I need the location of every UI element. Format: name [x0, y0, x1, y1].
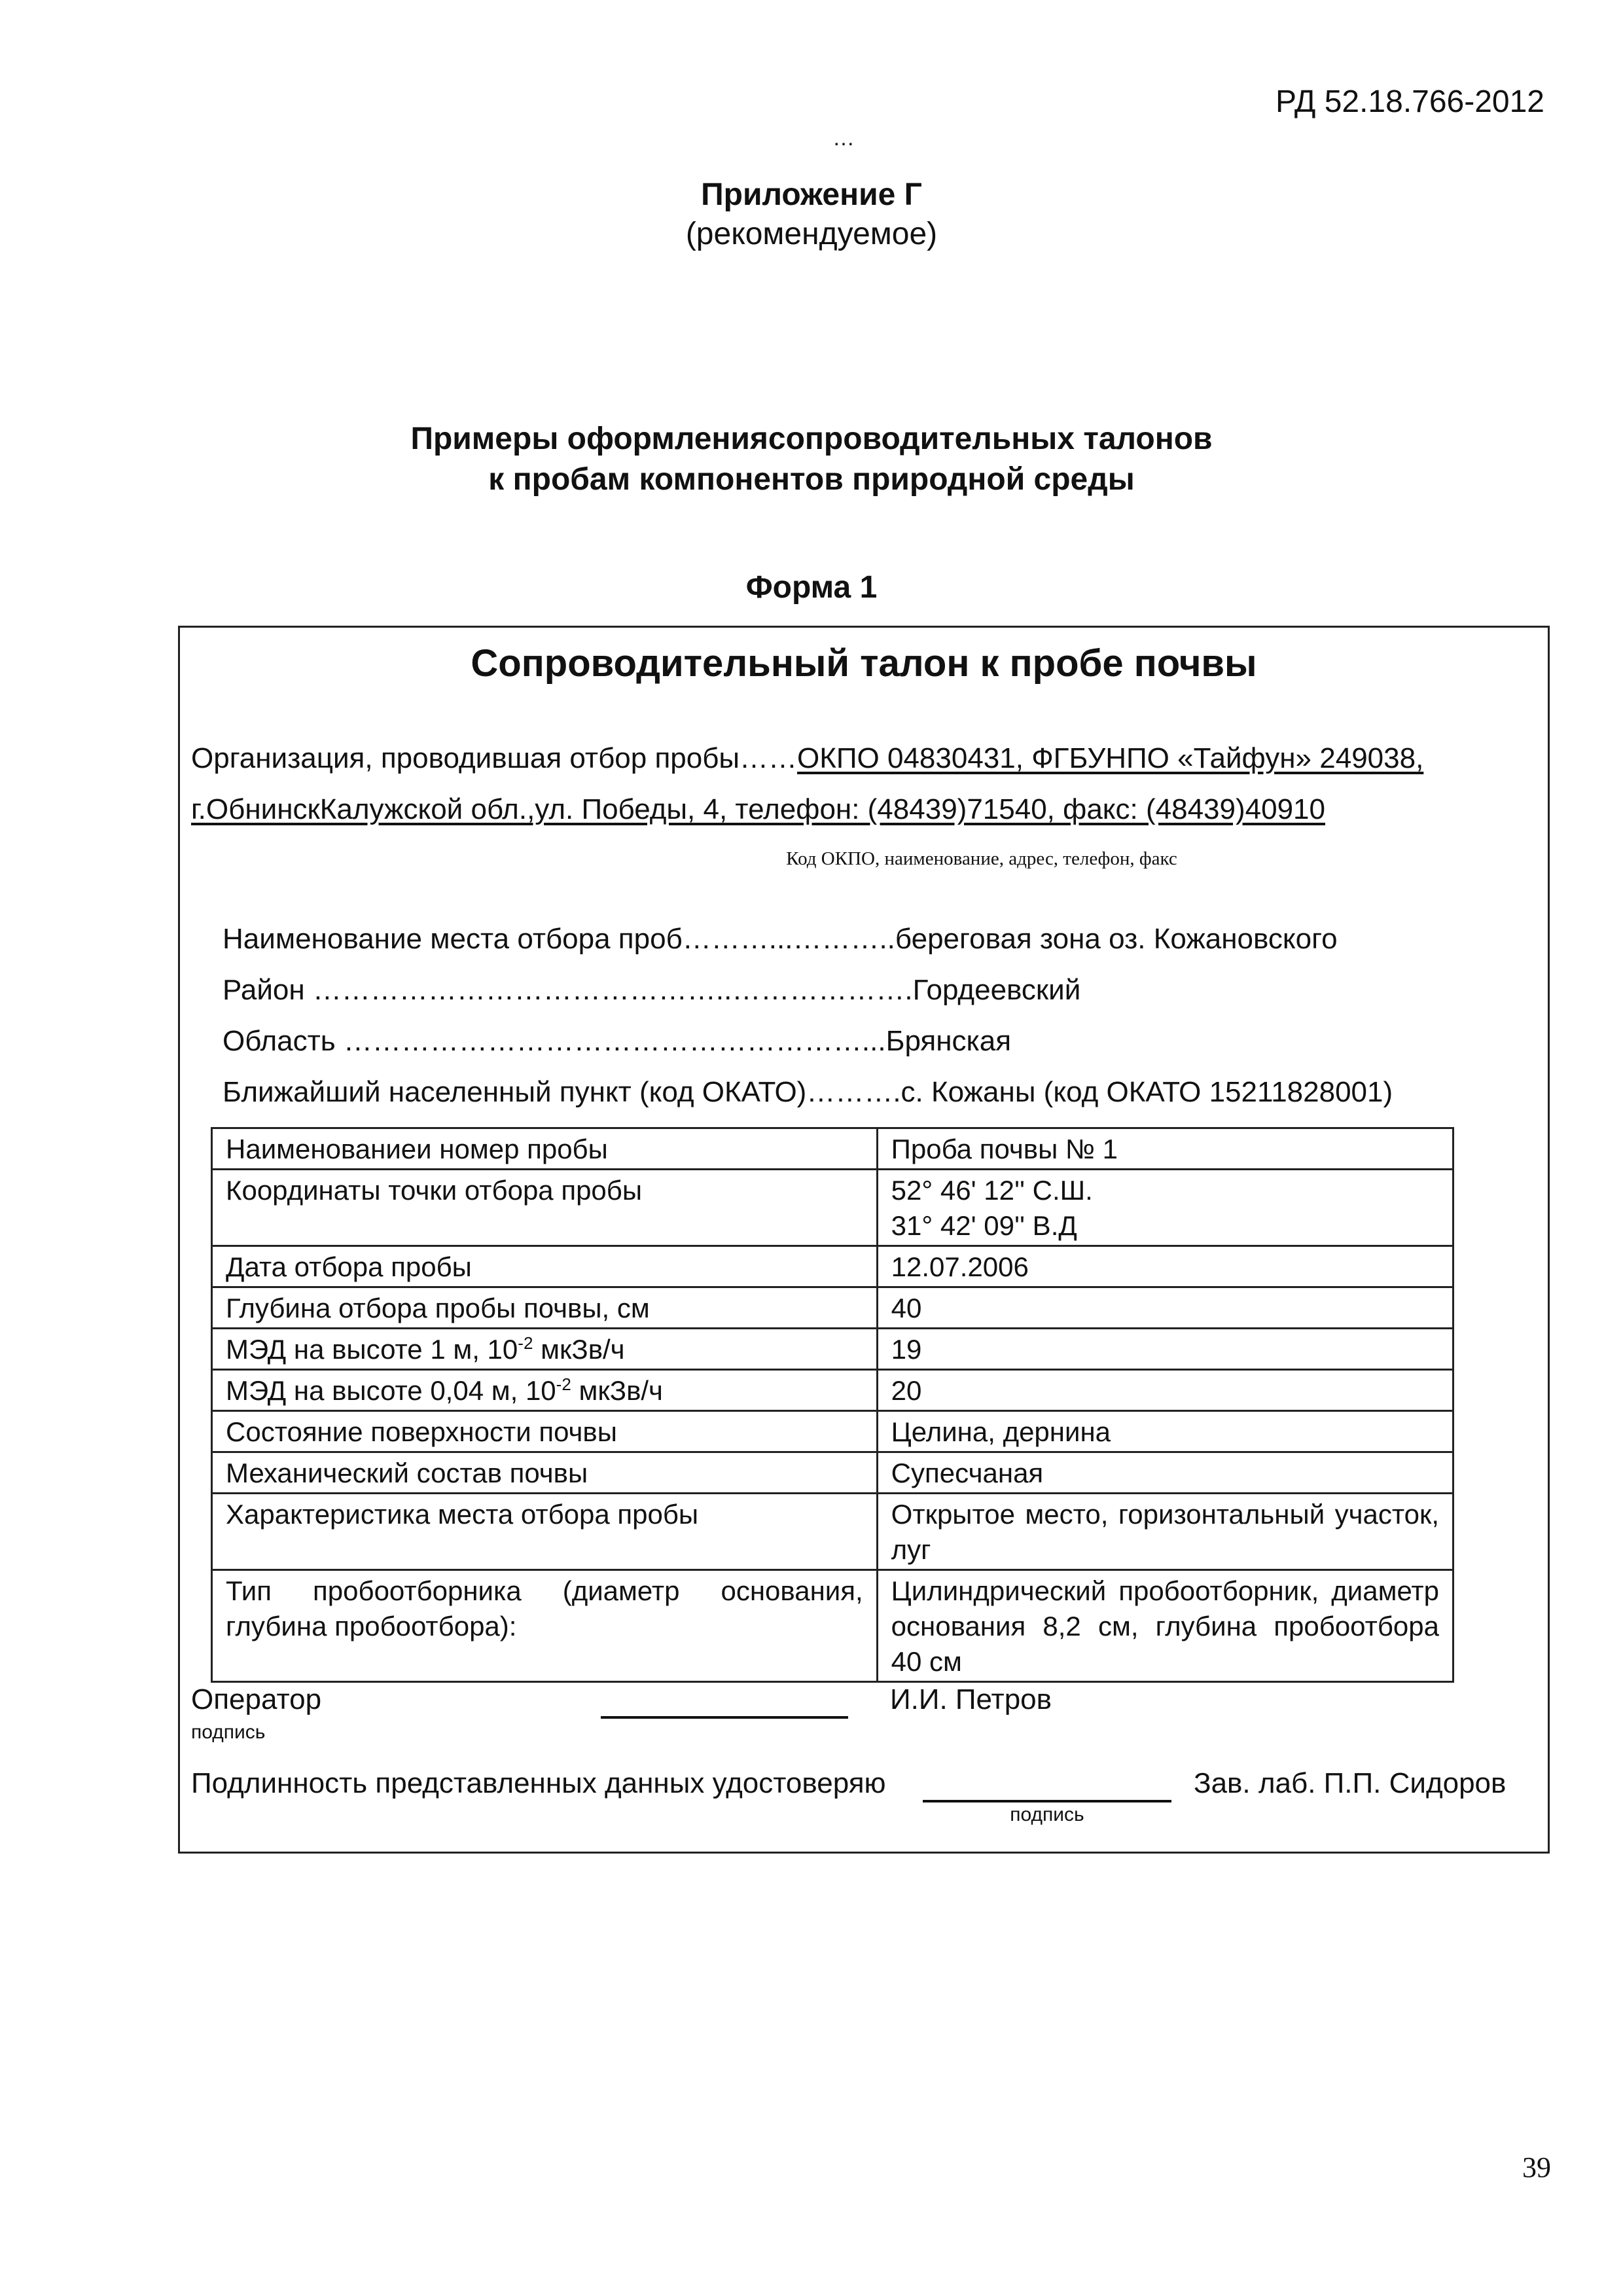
sample-info-table	[211, 1127, 1454, 1683]
label-exponent: -2	[518, 1333, 533, 1353]
examples-title-line-2: к пробам компонентов природной среды	[488, 462, 1135, 497]
authenticity-signature-line	[923, 1800, 1171, 1803]
organization-value-1: ОКПО 04830431, ФГБУНПО «Тайфун» 249038,	[797, 742, 1424, 774]
row-label: Наименованиеи номер пробы	[212, 1128, 878, 1170]
table-row	[212, 1329, 1454, 1370]
table-row	[212, 1128, 1454, 1170]
row-label: Состояние поверхности почвы	[212, 1411, 878, 1452]
label-text: МЭД на высоте 0,04 м, 10	[226, 1375, 556, 1406]
appendix-subtitle: (рекомендуемое)	[685, 217, 938, 251]
row-value: Проба почвы № 1	[877, 1128, 1453, 1170]
row-label: Дата отбора пробы	[212, 1246, 878, 1287]
row-label	[212, 1329, 878, 1370]
table-row	[212, 1287, 1454, 1329]
organization-line-1	[191, 742, 1423, 775]
authenticity-name: Зав. лаб. П.П. Сидоров	[1194, 1767, 1507, 1799]
organization-label: Организация, проводившая отбор пробы……	[191, 742, 798, 774]
label-unit: мкЗв/ч	[533, 1334, 625, 1365]
examples-title-line-1: Примеры оформлениясопроводительных талонов	[410, 422, 1213, 456]
talon-title: Сопроводительный талон к пробе почвы	[471, 642, 1257, 685]
table-row	[212, 1411, 1454, 1452]
row-value	[877, 1170, 1453, 1246]
appendix-title: Приложение Г	[701, 177, 922, 212]
label-exponent: -2	[556, 1374, 571, 1394]
row-value: Открытое место, горизонтальный участок, луг	[877, 1494, 1453, 1570]
authenticity-signature-caption: подпись	[1010, 1804, 1084, 1825]
label-text: МЭД на высоте 1 м, 10	[226, 1334, 518, 1365]
row-value: 12.07.2006	[877, 1246, 1453, 1287]
row-label	[212, 1370, 878, 1411]
row-value: 19	[877, 1329, 1453, 1370]
row-value: 20	[877, 1370, 1453, 1411]
table-row	[212, 1452, 1454, 1494]
label-unit: мкЗв/ч	[571, 1375, 663, 1406]
field-settlement: Ближайший населенный пункт (код ОКАТО)……….с. Кожаны (код ОКАТО 15211828001)	[223, 1076, 1393, 1108]
ellipsis-mark: …	[832, 126, 856, 151]
table-row	[212, 1246, 1454, 1287]
table-row	[212, 1170, 1454, 1246]
row-label: Характеристика места отбора пробы	[212, 1494, 878, 1570]
authenticity-label: Подлинность представленных данных удостоверяю	[191, 1767, 886, 1799]
page-number: 39	[1522, 2151, 1551, 2183]
table-row	[212, 1494, 1454, 1570]
row-label: Механический состав почвы	[212, 1452, 878, 1494]
organization-value-2: г.ОбнинскКалужской обл.,ул. Победы, 4, телефон: (48439)71540, факс: (48439)40910	[191, 793, 1325, 825]
field-region: Область ………………………………………………...Брянская	[223, 1025, 1012, 1057]
operator-signature-caption: подпись	[191, 1721, 266, 1743]
examples-title	[0, 419, 1623, 500]
row-value: Супесчаная	[877, 1452, 1453, 1494]
row-value: Цилиндрический пробоотборник, диаметр основания 8,2 см, глубина пробоотбора 40 см	[877, 1570, 1453, 1682]
coordinate-longitude: 31° 42' 09'' В.Д	[891, 1210, 1077, 1241]
operator-label: Оператор	[191, 1683, 322, 1715]
row-label: Глубина отбора пробы почвы, см	[212, 1287, 878, 1329]
organization-line-2	[191, 793, 1325, 826]
field-district: Район ……………………………………..……………….Гордеевский	[223, 974, 1081, 1006]
row-label: Координаты точки отбора пробы	[212, 1170, 878, 1246]
table-row	[212, 1370, 1454, 1411]
coordinate-latitude: 52° 46' 12'' С.Ш.	[891, 1175, 1093, 1206]
field-sampling-place: Наименование места отбора проб………...………..береговая зона оз. Кожановского	[223, 923, 1338, 955]
table-row	[212, 1570, 1454, 1682]
operator-signature-line	[601, 1716, 848, 1719]
row-value: 40	[877, 1287, 1453, 1329]
organization-caption: Код ОКПО, наименование, адрес, телефон, факс	[786, 848, 1177, 869]
row-value: Целина, дернина	[877, 1411, 1453, 1452]
form-label: Форма 1	[745, 570, 878, 605]
document-code: РД 52.18.766-2012	[1275, 84, 1544, 119]
row-label: Тип пробоотборника (диаметр основания, глубина пробоотбора):	[212, 1570, 878, 1682]
operator-name: И.И. Петров	[890, 1683, 1052, 1715]
